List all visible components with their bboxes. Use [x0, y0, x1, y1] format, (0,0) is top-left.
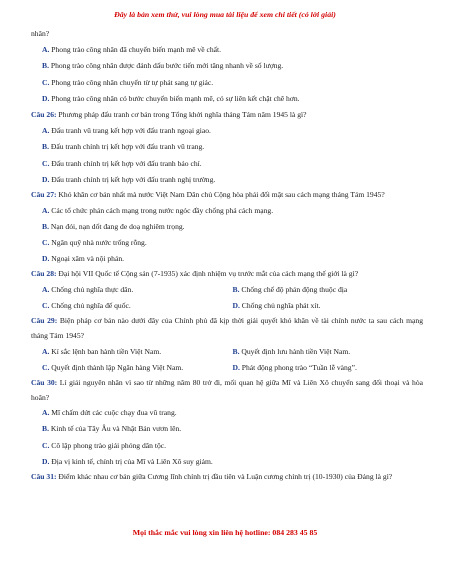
q28-option-d: D. Chống chủ nghĩa phát xít. — [232, 301, 321, 311]
q28-options-row-2 — [31, 298, 423, 314]
question-30: Câu 30: Lí giải nguyên nhân vì sao từ những năm 80 trở đi, mối quan hệ giữa Mĩ và Liên Xô chuyển sang đối thoại và hòa hoãn? — [31, 378, 423, 402]
question-26: Câu 26: Phương pháp đấu tranh cơ bản trong Tổng khởi nghĩa tháng Tám năm 1945 là gì? — [31, 110, 307, 120]
q28-option-b: B. Chống chế độ phản động thuộc địa — [232, 285, 348, 295]
q27-option-c: C. Ngân quỹ nhà nước trống rỗng. — [42, 238, 147, 248]
q27-option-a: A. Các tổ chức phản cách mạng trong nước ngóc đầy chống phá cách mạng. — [42, 205, 274, 215]
q28-option-c: C. Chống chủ nghĩa đế quốc. — [42, 301, 131, 311]
q27-option-b: B. Nạn đói, nạn dốt đang đe doạ nghiêm trọng. — [42, 221, 185, 231]
q27-option-d: D. Ngoại xâm và nội phản. — [42, 254, 125, 264]
q29-option-b: B. Quyết định lưu hành tiền Việt Nam. — [232, 346, 351, 356]
q25-option-a: A. Phong trào công nhân đã chuyển biến mạnh mẽ về chất. — [42, 45, 222, 55]
q28-option-a: A. Chống chủ nghĩa thực dân. — [42, 285, 134, 295]
q29-option-c: C. Quyết định thành lập Ngân hàng Việt Nam. — [42, 362, 184, 372]
q28-options-row-1 — [31, 282, 423, 298]
q29-options-row-2 — [31, 360, 423, 376]
q29-options-row-1 — [31, 344, 423, 360]
q25-option-c: C. Phong trào công nhân chuyển từ tự phát sang tự giác. — [42, 77, 214, 87]
q30-option-d: D. Địa vị kinh tế, chính trị của Mĩ và Liên Xô suy giảm. — [42, 456, 213, 466]
question-list — [31, 26, 423, 485]
q29-option-d: D. Phát động phong trào “Tuần lễ vàng”. — [232, 362, 357, 372]
question-31: Câu 31: Điểm khác nhau cơ bản giữa Cương lĩnh chính trị đầu tiên và Luận cương chính trị (10-1930) của Đảng là gì? — [31, 472, 393, 482]
q30-option-b: B. Kinh tế của Tây Âu và Nhật Bản vươn lên. — [42, 424, 182, 434]
hotline-footer: Mọi thắc mắc vui lòng xin liên hệ hotline: 084 283 45 85 — [132, 528, 318, 537]
q29-option-a: A. Kí sắc lệnh ban hành tiền Việt Nam. — [42, 346, 162, 356]
question-27: Câu 27: Khó khăn cơ bản nhất mà nước Việt Nam Dân chủ Cộng hòa phải đối mặt sau cách mạng tháng Tám 1945? — [31, 190, 385, 200]
q25-option-d: D. Phong trào công nhân có bước chuyển biến mạnh mẽ, có sự liên kết chặt chẽ hơn. — [42, 93, 300, 103]
q30-option-c: C. Cô lập phong trào giải phóng dân tộc. — [42, 440, 167, 450]
preview-banner: Đây là bản xem thử, vui lòng mua tài liệu để xem chi tiết (có lời giải) — [114, 10, 336, 19]
q30-option-a: A. Mĩ chấm dứt các cuộc chạy đua vũ trang. — [42, 408, 177, 418]
q26-option-d: D. Đấu tranh chính trị kết hợp với đấu tranh nghị trường. — [42, 174, 216, 184]
question-29: Câu 29: Biện pháp cơ bản nào dưới đây của Chính phủ đã kịp thời giải quyết khó khăn về tài chính nước ta sau cách mạng tháng Tám 1945? — [31, 316, 424, 341]
q25-option-b: B. Phong trào công nhân được đánh dấu bước tiến mới tăng nhanh về số lượng. — [42, 61, 284, 71]
q26-option-b: B. Đấu tranh chính trị kết hợp với đấu tranh vũ trang. — [42, 142, 205, 152]
q26-option-c: C. Đấu tranh chính trị kết hợp với đấu tranh báo chí. — [42, 158, 202, 168]
question-28: Câu 28: Đại hội VII Quốc tế Cộng sản (7-1935) xác định nhiệm vụ trước mắt của cách mạng thế giới là gì? — [31, 269, 359, 279]
q26-option-a: A. Đấu tranh vũ trang kết hợp với đấu tranh ngoại giao. — [42, 126, 211, 136]
continued-question-text: nhân? — [31, 29, 50, 38]
